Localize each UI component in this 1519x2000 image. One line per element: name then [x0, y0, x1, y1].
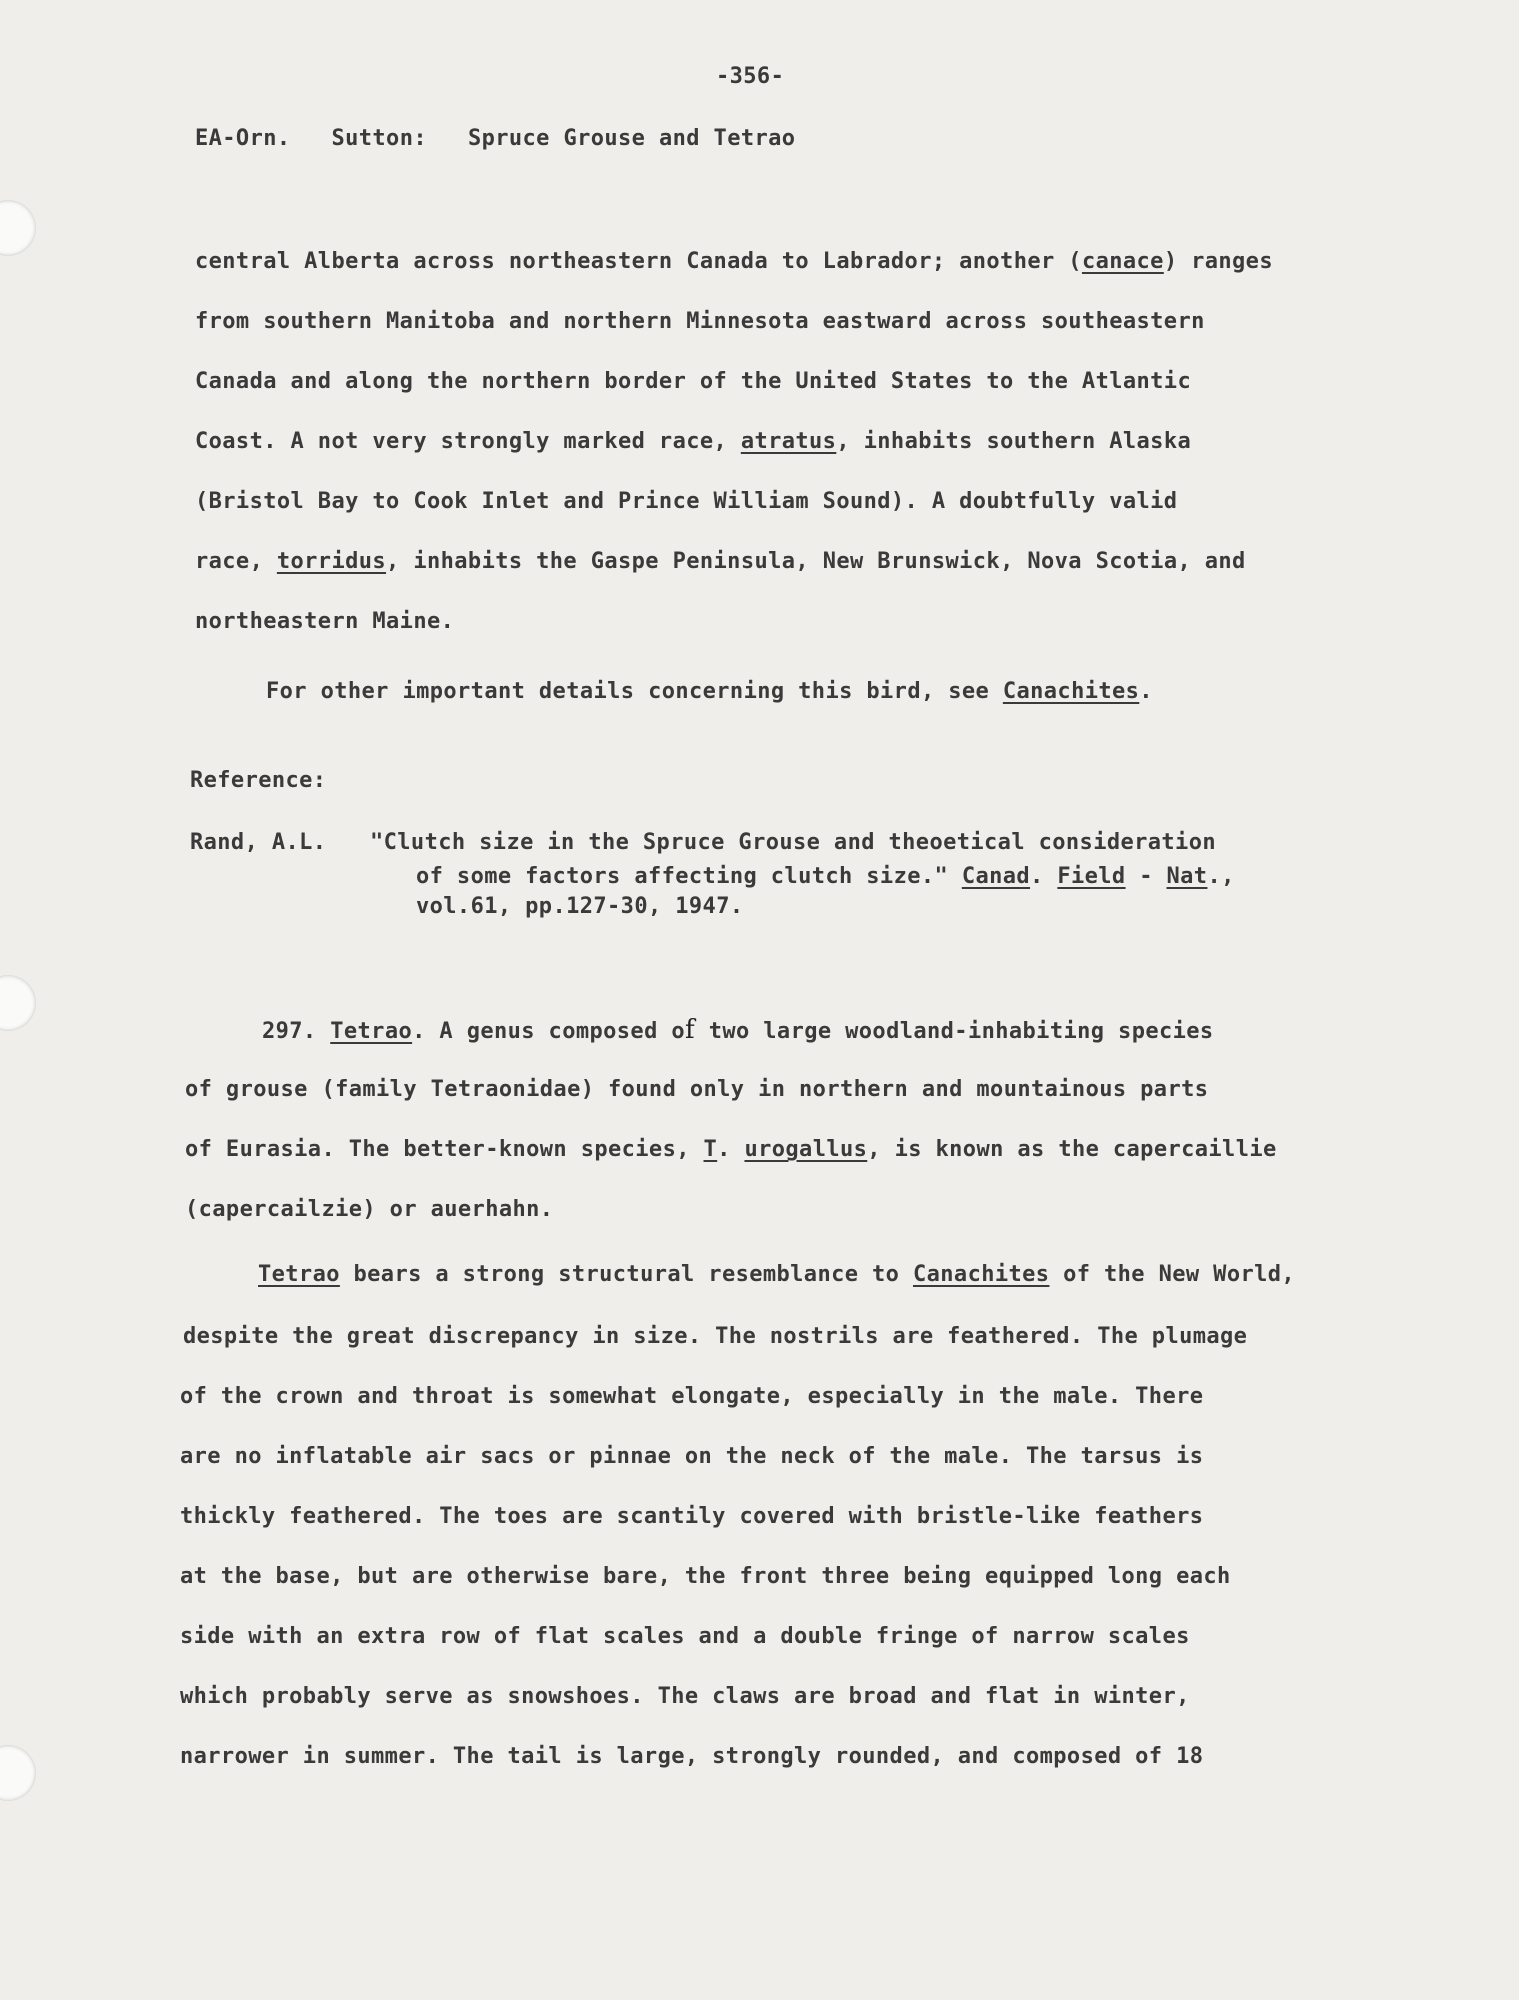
para4-line9: narrower in summer. The tail is large, strongly rounded, and composed of 18 [180, 1744, 1204, 1769]
genus-tetrao: Tetrao [330, 1019, 413, 1044]
para1-line2: from southern Manitoba and northern Minnesota eastward across southeastern [195, 309, 1205, 334]
para3-line4: (capercailzie) or auerhahn. [185, 1197, 554, 1222]
journal-canad: Canad [961, 864, 1031, 889]
reference-heading: Reference: [190, 768, 327, 793]
handwritten-correction: f [685, 1015, 696, 1045]
link-canachites: Canachites [1002, 679, 1140, 704]
running-head-title: Spruce Grouse and Tetrao [467, 126, 796, 151]
species-urogallus: urogallus [744, 1137, 868, 1162]
punch-hole-middle [0, 975, 36, 1031]
para1-line7: northeastern Maine. [195, 609, 455, 634]
entry-number: 297. [262, 1019, 331, 1044]
running-head-author: Sutton: [331, 126, 427, 151]
page-number: -356- [716, 64, 785, 89]
para1-line5: (Bristol Bay to Cook Inlet and Prince William Sound). A doubtfully valid [195, 489, 1178, 514]
taxon-canace: canace [1081, 249, 1164, 274]
punch-hole-bottom [0, 1745, 36, 1801]
para1-line6: race, torridus, inhabits the Gaspe Peninsula, New Brunswick, Nova Scotia, and [195, 549, 1246, 574]
punch-hole-top [0, 200, 36, 256]
running-head-series: EA-Orn. [195, 126, 291, 151]
species-t: T [703, 1137, 718, 1162]
reference-author: Rand, A.L. [190, 830, 327, 855]
journal-field: Field [1057, 864, 1126, 889]
para4-line7: side with an extra row of flat scales and a double fringe of narrow scales [180, 1624, 1190, 1649]
para4-line1: Tetrao bears a strong structural resemblance to Canachites of the New World, [258, 1262, 1296, 1287]
journal-nat: Nat [1166, 864, 1208, 889]
running-head [195, 124, 795, 154]
genus-canachites: Canachites [912, 1262, 1050, 1287]
para2-line1: For other important details concerning this bird, see Canachites. [266, 679, 1153, 704]
para1-line1: central Alberta across northeastern Canada to Labrador; another (canace) ranges [195, 249, 1273, 274]
para4-line4: are no inflatable air sacs or pinnae on the neck of the male. The tarsus is [180, 1444, 1204, 1469]
reference-line3: vol.61, pp.127-30, 1947. [416, 894, 744, 919]
genus-tetrao-2: Tetrao [258, 1262, 340, 1287]
para4-line6: at the base, but are otherwise bare, the front three being equipped long each [180, 1564, 1231, 1589]
para4-line8: which probably serve as snowshoes. The claws are broad and flat in winter, [180, 1684, 1190, 1709]
taxon-torridus: torridus [276, 549, 387, 574]
reference-line1: "Clutch size in the Spruce Grouse and theoetical consideration [370, 830, 1216, 855]
para3-line1: 297. Tetrao. A genus composed of two large woodland-inhabiting species [262, 1015, 1214, 1045]
reference-line2: of some factors affecting clutch size." Canad. Field - Nat., [416, 864, 1235, 889]
para1-line3: Canada and along the northern border of the United States to the Atlantic [195, 369, 1192, 394]
para4-line5: thickly feathered. The toes are scantily covered with bristle-like feathers [180, 1504, 1204, 1529]
para4-line2: despite the great discrepancy in size. The nostrils are feathered. The plumage [183, 1324, 1248, 1349]
para3-line2: of grouse (family Tetraonidae) found only in northern and mountainous parts [185, 1077, 1209, 1102]
para3-line3: of Eurasia. The better-known species, T. urogallus, is known as the capercaillie [185, 1137, 1277, 1162]
taxon-atratus: atratus [740, 429, 837, 454]
para1-line4: Coast. A not very strongly marked race, atratus, inhabits southern Alaska [195, 429, 1192, 454]
para4-line3: of the crown and throat is somewhat elongate, especially in the male. There [180, 1384, 1204, 1409]
